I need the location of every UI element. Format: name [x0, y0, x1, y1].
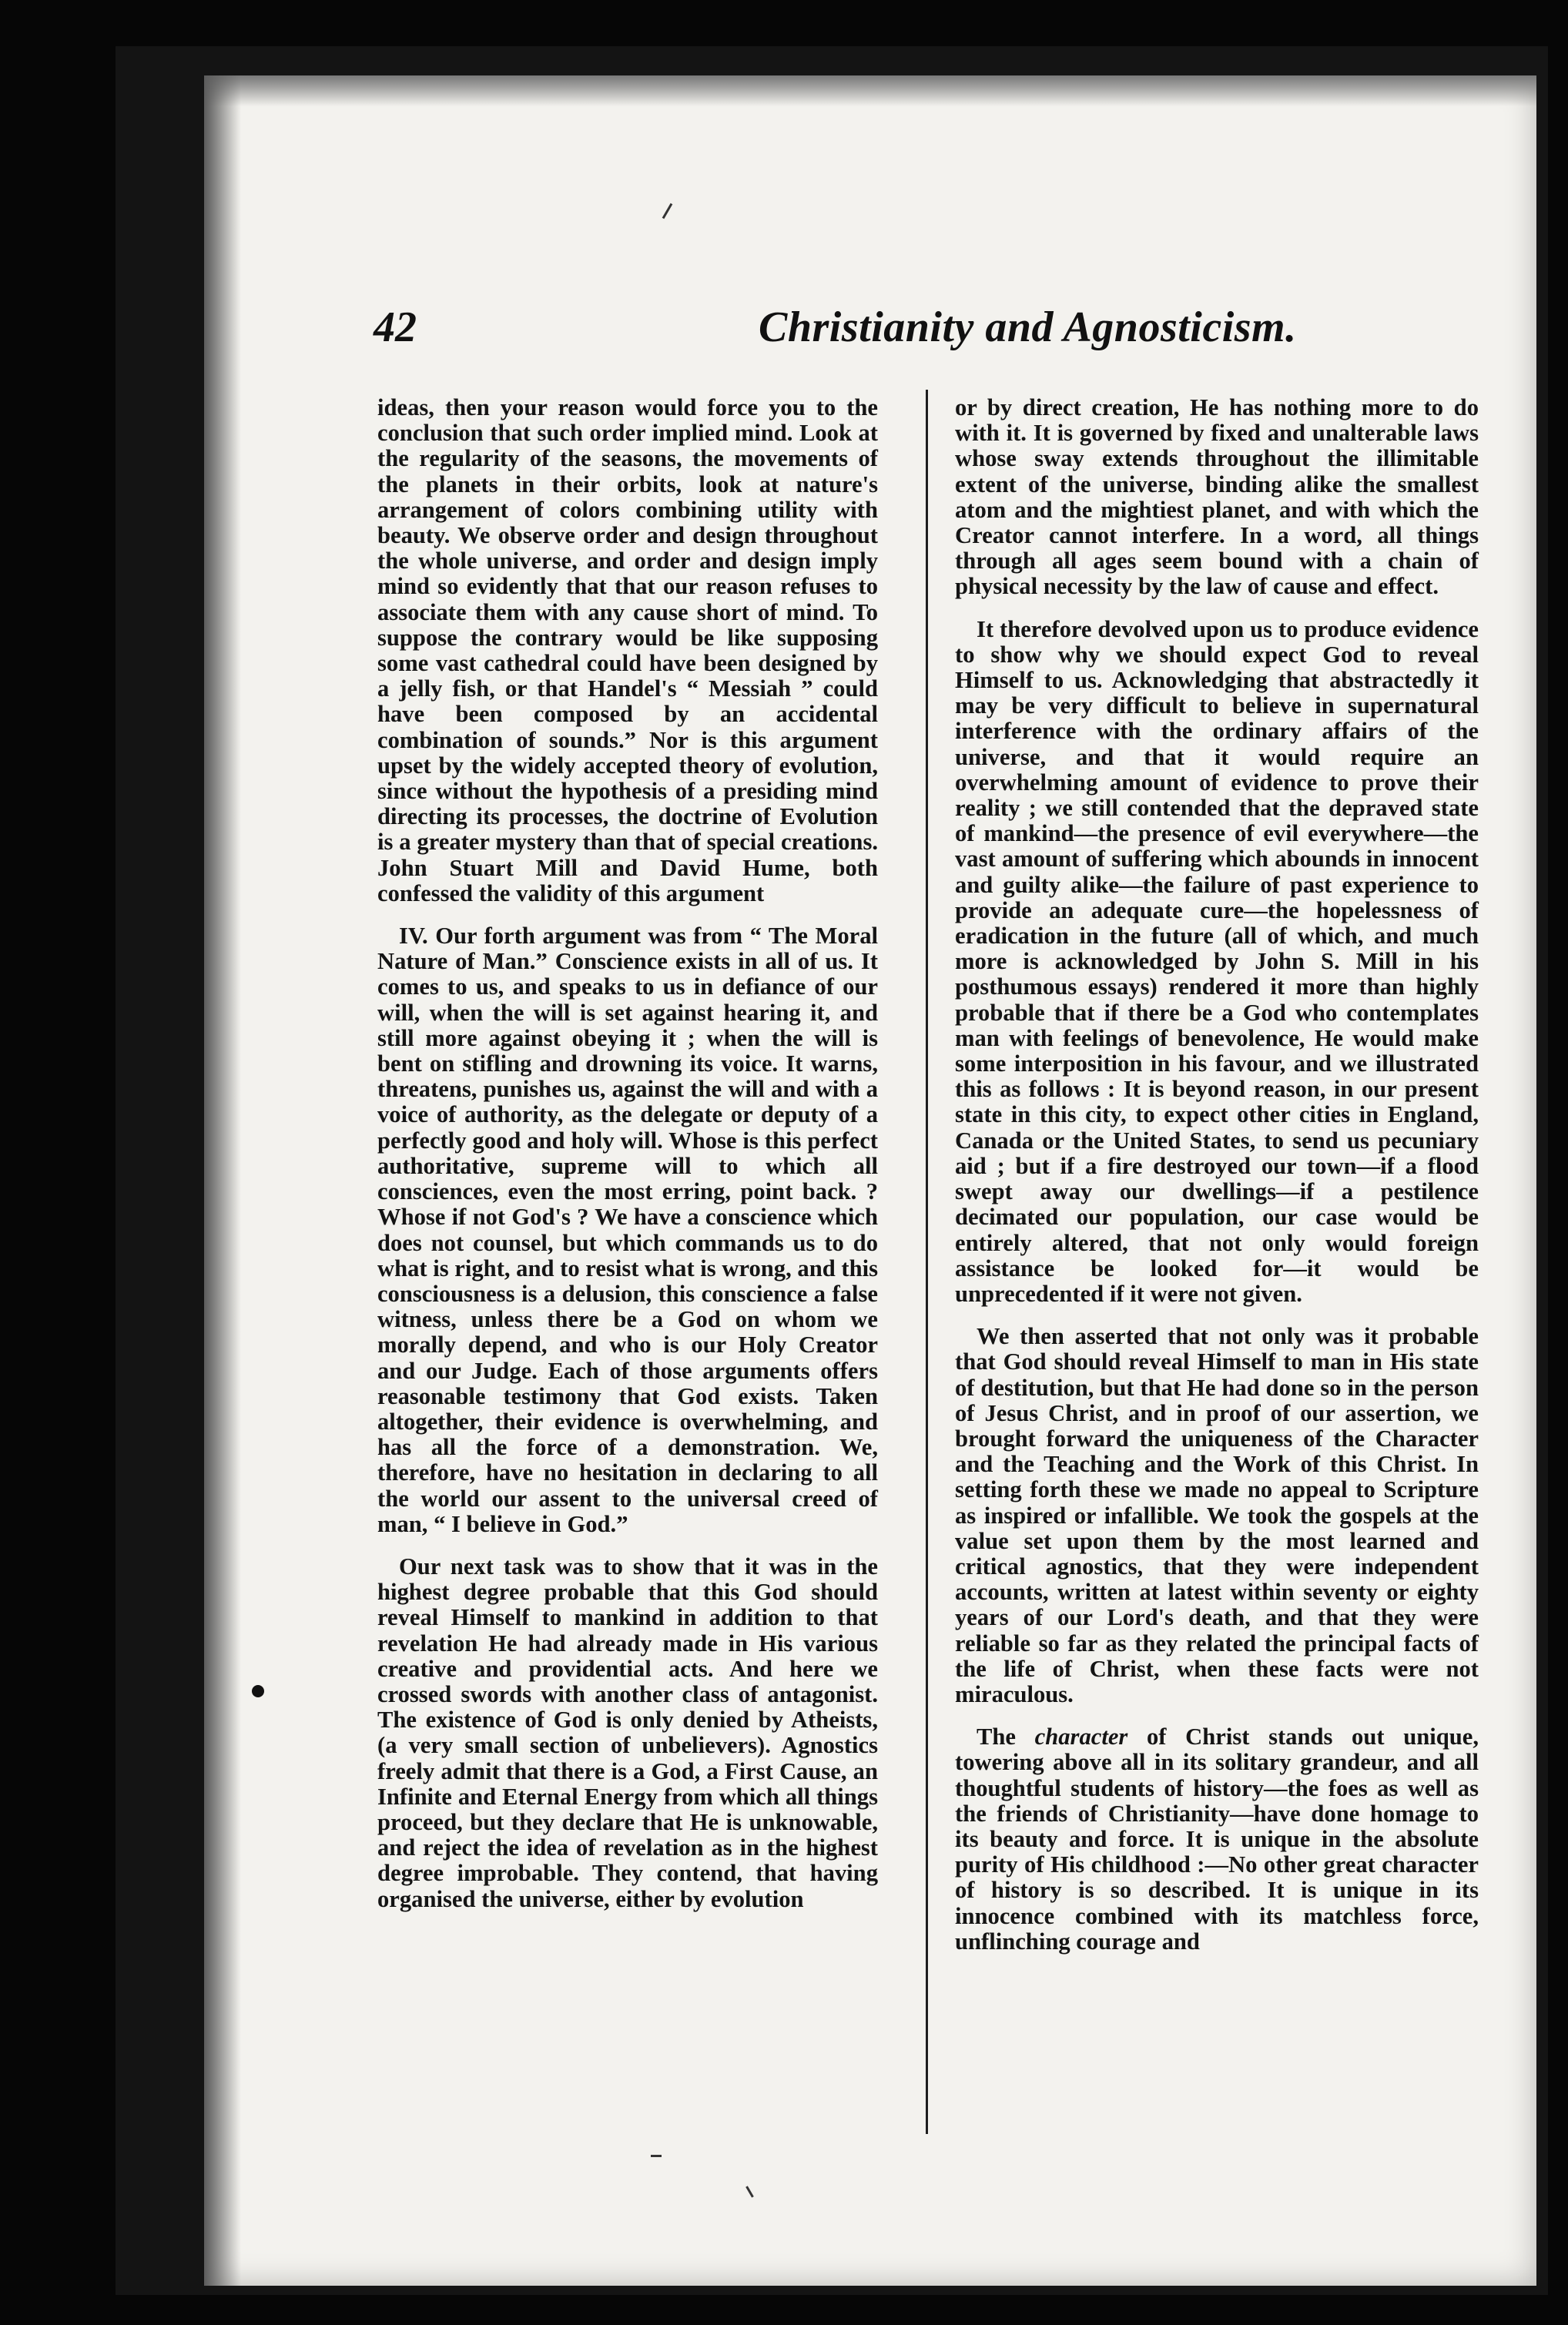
- paragraph: IV. Our forth argument was from “ The Moral Nature of Man.” Conscience exists in all of us. It comes to us, and speaks to us in defiance of our will, when the will is set against hearing it, and still more against obeying it ; when the will is bent on stifling and drowning its voice. It warns, threatens, punishes us, against the will and with a voice of authority, as the delegate or deputy of a perfectly good and holy will. Whose is this perfect authoritative, supreme will to which all consciences, even the most erring, point back. ? Whose if not God's ? We have a conscience which does not counsel, but which commands us to do what is right, and to resist what is wrong, and this consciousness is a delusion, this conscience a false witness, unless there be a God on whom we morally depend, and who is our Holy Creator and our Judge. Each of those arguments offers reasonable testimony that God exists. Taken altogether, their evidence is overwhelming, and has all the force of a demonstration. We, therefore, have no hesitation in declaring to all the world our assent to the universal creed of man, “ I believe in God.”: [377, 923, 878, 1537]
- paragraph: [955, 1724, 1479, 1955]
- left-column: [377, 395, 878, 1912]
- page-number: 42: [374, 303, 417, 351]
- paragraph-rest: of Christ stands out unique, towering above all in its solitary grandeur, and all thoughtful students of history—the foes as well as the friends of Christianity—have done homage to its beauty and force. It is unique in the absolute purity of His childhood :—No other great character of history is so described. It is unique in its innocence combined with its matchless force, unflinching courage and: [955, 1724, 1479, 1955]
- right-column: [955, 395, 1479, 1955]
- paragraph: Our next task was to show that it was in the highest degree probable that this God should reveal Himself to mankind in addition to that revelation He had already made in His various creative and providential acts. And here we crossed swords with another class of antagonist. The existence of God is only denied by Atheists, (a very small section of unbelievers). Agnostics freely admit that there is a God, a First Cause, an Infinite and Eternal Energy from which all things proceed, but they declare that He is unknowable, and reject the idea of revelation as in the highest degree improbable. They contend, that having organised the universe, either by evolution: [377, 1553, 878, 1912]
- paragraph: It therefore devolved upon us to produce evidence to show why we should expect God to reveal Himself to us. Acknowledging that abstractedly it may be very difficult to believe in supernatural interference with the ordinary affairs of the universe, and that it would require an overwhelming amount of evidence to prove their reality ; we still contended that the depraved state of mankind—the presence of evil everywhere—the vast amount of suffering which abounds in innocent and guilty alike—the failure of past experience to provide an adequate cure—the hopelessness of eradication in the future (all of which, and much more is acknowledged by John S. Mill in his posthumous essays) rendered it more than highly probable that if there be a God who contemplates man with feelings of benevolence, He would make some interposition in his favour, and we illustrated this as follows : It is beyond reason, in our present state in this city, to expect other cities in England, Canada or the United States, to send us pecuniary aid ; but if a fire destroyed our town—if a flood swept away our dwellings—if a pestilence decimated our population, our case would be entirely altered, that not only would foreign assistance be looked for—it would be unprecedented if it were not given.: [955, 615, 1479, 1307]
- page-header: [204, 303, 1536, 364]
- paragraph-lead: The: [977, 1724, 1035, 1750]
- italic-word: character: [1034, 1724, 1128, 1750]
- book-page: [204, 75, 1536, 2286]
- running-title: Christianity and Agnosticism.: [759, 303, 1297, 351]
- margin-dot: [252, 1685, 264, 1697]
- ink-mark: [662, 203, 673, 219]
- column-divider: [926, 390, 928, 2134]
- paragraph: We then asserted that not only was it probable that God should reveal Himself to man in His state of destitution, but that He had done so in the person of Jesus Christ, and in proof of our assertion, we brought forward the uniqueness of the Character and the Teaching and the Work of this Christ. In setting forth these we made no appeal to Scripture as inspired or infallible. We took the gospels at the value set upon them by the most learned and critical agnostics, that they were independent accounts, written at latest within seventy or eighty years of our Lord's death, and that they were reliable so far as they related the principal facts of the life of Christ, when these facts were not miraculous.: [955, 1323, 1479, 1707]
- ink-mark: [745, 2186, 754, 2197]
- paragraph: ideas, then your reason would force you to the conclusion that such order implied mind. Look at the regularity of the seasons, the movements of the planets in their orbits, look at nature's arrangement of colors combining utility with beauty. We observe order and design throughout the whole universe, and order and design imply mind so evidently that that our reason refuses to associate them with any cause short of mind. To suppose the contrary would be like supposing some vast cathedral could have been designed by a jelly fish, or that Handel's “ Messiah ” could have been composed by an accidental combination of sounds.” Nor is this argument upset by the widely accepted theory of evolution, since without the hypothesis of a presiding mind directing its processes, the doctrine of Evolution is a greater mystery than that of special creations. John Stuart Mill and David Hume, both confessed the validity of this argument: [377, 394, 878, 906]
- ink-mark: [651, 2155, 662, 2157]
- paragraph: or by direct creation, He has nothing more to do with it. It is governed by fixed and unalterable laws whose sway extends throughout the illimitable extent of the universe, binding alike the smallest atom and the mightiest planet, and with which the Creator cannot interfere. In a word, all things through all ages seem bound with a chain of physical necessity by the law of cause and effect.: [955, 394, 1479, 600]
